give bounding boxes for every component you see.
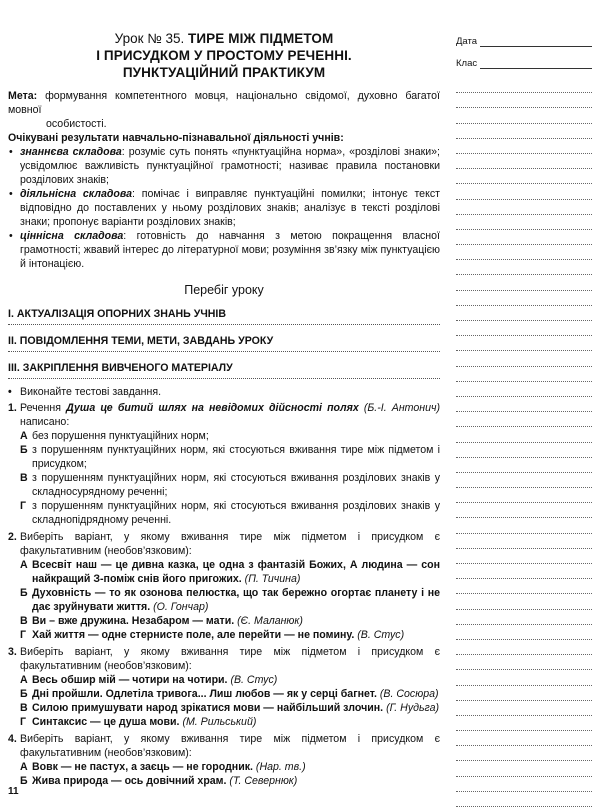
stage-heading: ІІ. ПОВІДОМЛЕННЯ ТЕМИ, МЕТИ, ЗАВДАНЬ УРОКУ — [8, 334, 440, 352]
answer-option: Г з порушенням пунктуаційних норм, які стосуються вживання розділових знаків у складнопідрядному реченні. — [20, 500, 440, 526]
note-line — [456, 93, 592, 108]
note-line — [456, 443, 592, 458]
answer-option: Б з порушенням пунктуаційних норм, які стосуються вживання тире між підметом і присудком; — [20, 444, 440, 470]
outcome-text: : готовність до навчання з метою покращення власної грамотності; жвавий інтерес до літературної мови; розуміння зв’язку між пунктуацією й інтонацією. — [20, 230, 440, 270]
note-line — [456, 154, 592, 169]
date-row — [456, 34, 592, 47]
note-line — [456, 124, 592, 139]
note-line — [456, 579, 592, 594]
stage-heading: ІІІ. ЗАКРІПЛЕННЯ ВИВЧЕНОГО МАТЕРІАЛУ — [8, 361, 440, 379]
answer-option: В Силою примушувати народ зрікатися мови — найбільший злочин. (Г. Нудьга) — [20, 702, 440, 714]
note-line — [456, 610, 592, 625]
note-line — [456, 412, 592, 427]
notes-sidebar — [456, 34, 592, 807]
date-label: Дата — [456, 36, 478, 47]
outcome-item: • знаннєва складова: розуміє суть понять «пунктуаційна норма», «розділові знаки»; усвідомлює важливість пунктуаційної грамотності; називає правила постановки розділових знаків; — [9, 146, 440, 186]
task-question: 3. Виберіть варіант, у якому вживання тире між підметом і присудком є факультативним (необов’язковим): — [8, 646, 440, 672]
page-number: 11 — [8, 786, 19, 797]
task-sentence: Душа це битий шлях на невідомих дійсності полях — [66, 402, 359, 414]
note-line — [456, 200, 592, 215]
note-line — [456, 275, 592, 290]
stage-heading: І. АКТУАЛІЗАЦІЯ ОПОРНИХ ЗНАНЬ УЧНІВ — [8, 307, 440, 325]
answer-option: В Ви – вже дружина. Незабаром — мати. (Є. Маланюк) — [20, 615, 303, 627]
note-line — [456, 215, 592, 230]
answer-option: Б Жива природа — ось довічний храм. (Т. Севернюк) — [20, 775, 298, 787]
task-question: 2. Виберіть варіант, у якому вживання тире між підметом і присудком є факультативним (необов’язковим): — [8, 531, 440, 557]
note-line — [456, 245, 592, 260]
outcome-item: • ціннісна складова: готовність до навчання з метою покращення власної грамотності; жвавий інтерес до літературної мови; розуміння зв’язку між пунктуацією й інтонацією. — [9, 230, 440, 270]
note-line — [456, 458, 592, 473]
task-1 — [8, 401, 440, 527]
note-line — [456, 230, 592, 245]
goal-text-continued: особистості. — [46, 118, 107, 130]
answer-option: Б Дні пройшли. Одлетіла тривога... Лиш любов — як у серці багнет. (В. Сосюра) — [20, 688, 439, 700]
outcomes-heading: Очікувані результати навчально-пізнавальної діяльності учнів: — [8, 132, 344, 144]
note-line — [456, 701, 592, 716]
note-line — [456, 351, 592, 366]
note-line — [456, 184, 592, 199]
note-line — [456, 321, 592, 336]
note-line — [456, 503, 592, 518]
title-line-3: ПУНКТУАЦІЙНИЙ ПРАКТИКУМ — [122, 65, 326, 80]
outcome-item: • діяльнісна складова: помічає і виправляє пунктуаційні помилки; інтонує текст відповідно до поставлених у ньому розділових знаків; аналізує в тексті розділові знаки; пропонує варіанти розділових знаків; — [9, 188, 440, 228]
note-line — [456, 655, 592, 670]
note-lines — [456, 78, 592, 807]
note-line — [456, 792, 592, 807]
note-line — [456, 564, 592, 579]
note-line — [456, 761, 592, 776]
title-line-1: ТИРЕ МІЖ ПІДМЕТОМ — [188, 31, 334, 46]
note-line — [456, 746, 592, 761]
note-line — [456, 716, 592, 731]
course-heading: Перебіг уроку — [184, 283, 264, 297]
task-4 — [8, 732, 440, 788]
note-line — [456, 594, 592, 609]
note-line — [456, 108, 592, 123]
note-line — [456, 534, 592, 549]
note-line — [456, 488, 592, 503]
outcome-label: діяльнісна складова — [20, 188, 133, 200]
note-line — [456, 777, 592, 792]
note-line — [456, 306, 592, 321]
answer-option: А Весь обшир мій — чотири на чотири. (В. Стус) — [20, 674, 278, 686]
note-line — [456, 169, 592, 184]
note-line — [456, 139, 592, 154]
note-line — [456, 625, 592, 640]
note-line — [456, 473, 592, 488]
note-line — [456, 78, 592, 93]
note-line — [456, 427, 592, 442]
answer-option: А Вовк — не пастух, а заєць — не городник. (Нар. тв.) — [20, 761, 306, 773]
class-label: Клас — [456, 58, 478, 69]
title-line-2: І ПРИСУДКОМ У ПРОСТОМУ РЕЧЕННІ. — [96, 48, 352, 63]
goal-label: Мета: — [8, 90, 38, 102]
note-line — [456, 686, 592, 701]
note-line — [456, 260, 592, 275]
note-line — [456, 670, 592, 685]
page-title — [8, 30, 440, 81]
answer-option: А Всесвіт наш — це дивна казка, це одна з фантазій Божих, А людина — сон найкращий З-поміж снів його пригожих. (П. Тичина) — [20, 559, 440, 585]
task-question: 1. Речення Душа це битий шлях на невідомих дійсності полях (Б.-І. Антонич) написано: — [8, 402, 440, 428]
note-line — [456, 518, 592, 533]
note-line — [456, 367, 592, 382]
task-3 — [8, 645, 440, 729]
lesson-number: Урок № 35. — [114, 31, 185, 46]
instruction: • Виконайте тестові завдання. — [8, 386, 162, 398]
task-2 — [8, 530, 440, 642]
answer-option: Г Хай життя — одне стернисте поле, але перейти — не помину. (В. Стус) — [20, 629, 405, 641]
outcome-label: ціннісна складова — [20, 230, 124, 242]
note-line — [456, 291, 592, 306]
note-line — [456, 640, 592, 655]
class-field[interactable] — [480, 58, 592, 69]
answer-option: Б Духовність — то як озонова пелюстка, що так бережно огортає планету і не дає зруйнувати життя. (О. Гончар) — [20, 587, 440, 613]
task-question: 4. Виберіть варіант, у якому вживання тире між підметом і присудком є факультативним (необов’язковим): — [8, 733, 440, 759]
outcome-text: : розуміє суть понять «пунктуаційна норма», «розділові знаки»; усвідомлює важливість пунктуаційної грамотності; називає правила постановки розділових знаків; — [20, 146, 440, 186]
note-line — [456, 731, 592, 746]
outcomes-list — [8, 145, 440, 271]
note-line — [456, 336, 592, 351]
outcome-label: знаннєва складова — [20, 146, 122, 158]
note-line — [456, 382, 592, 397]
answer-option: Г Синтаксис — це душа мови. (М. Рильський) — [20, 716, 257, 728]
note-line — [456, 549, 592, 564]
lesson-content — [8, 30, 440, 791]
note-line — [456, 397, 592, 412]
answer-option: В з порушенням пунктуаційних норм, які стосуються вживання розділових знаків у складносурядному реченні; — [20, 472, 440, 498]
class-row — [456, 56, 592, 69]
answer-option: А без порушення пунктуаційних норм; — [20, 430, 209, 442]
outcome-text: : помічає і виправляє пунктуаційні помилки; інтонує текст відповідно до поставлених у ньому розділових знаків; аналізує в тексті розділові знаки; пропонує варіанти розділових знаків; — [20, 188, 440, 228]
goal-text: формування компетентного мовця, національно свідомої, духовно багатої мовної — [8, 90, 440, 116]
goal — [8, 89, 440, 117]
date-field[interactable] — [480, 36, 592, 47]
